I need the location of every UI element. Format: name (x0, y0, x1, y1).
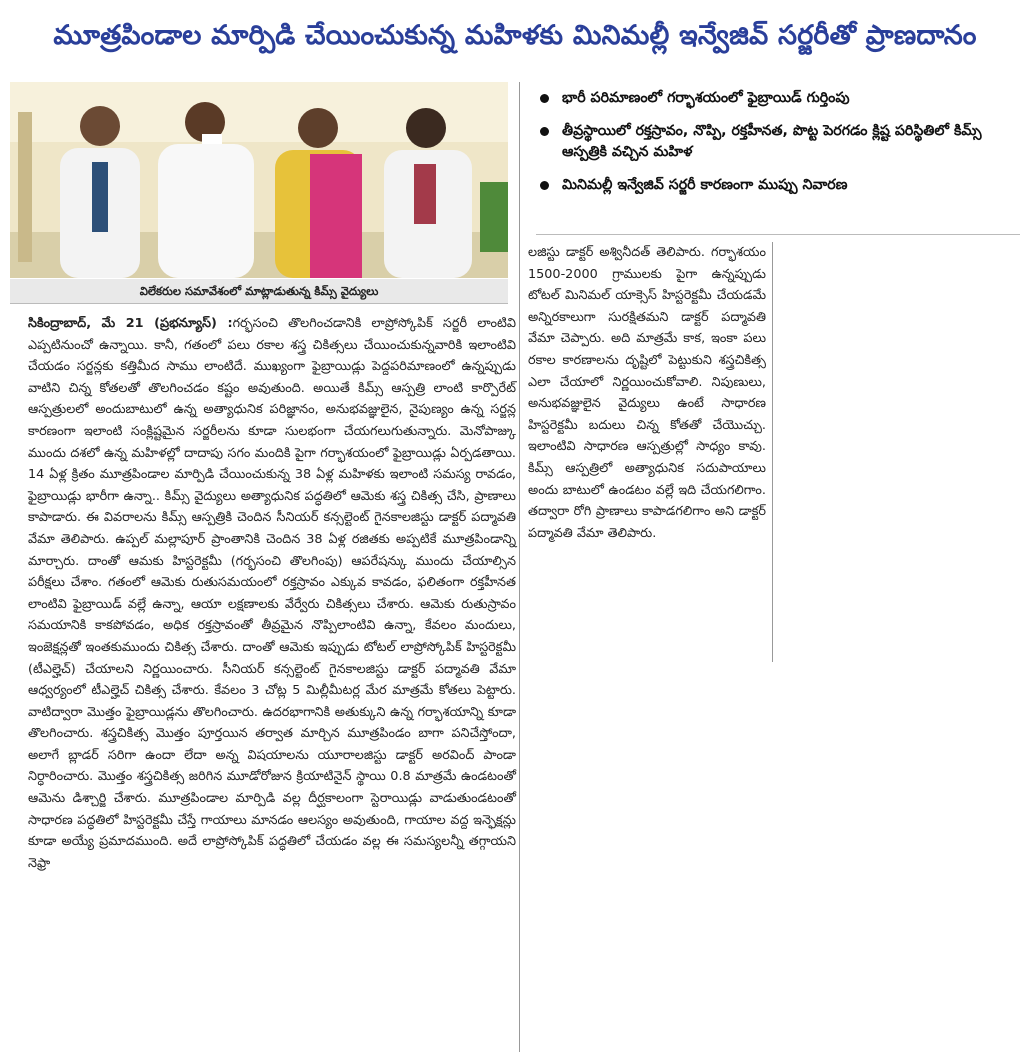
highlights-list (536, 88, 1020, 208)
highlight-text: భారీ పరిమాణంలో గర్భాశయంలో ఫైబ్రాయిడ్ గుర్తింపు (562, 90, 850, 106)
article-paragraph (28, 313, 516, 874)
headline (8, 8, 1022, 70)
highlight-item (536, 88, 1020, 109)
continuation-divider (772, 242, 773, 662)
highlights-divider (536, 234, 1020, 235)
press-photo (10, 82, 508, 278)
bullet-icon (540, 94, 549, 103)
highlight-text: మినిమల్లీ ఇన్వేజివ్ సర్జరీ కారణంగా ముప్పు నివారణ (562, 177, 848, 193)
photo-caption: విలేకరుల సమావేశంలో మాట్లాడుతున్న కిమ్స్ వైద్యులు (10, 279, 508, 304)
article-continued-text: లజిస్టు డాక్టర్ అశ్వినీదత్ తెలిపారు. గర్భాశయం 1500-2000 గ్రాములకు పైగా ఉన్నప్పుడు టోటల్ మినిమల్ యాక్సెస్ హిస్టరెక్టమీ చేయడమే అన్నిరకాలుగా సురక్షితమని డాక్టర్ పద్మావతి వేమా చెప్పారు. అది మాత్రమే కాక, ఇంకా పలు రకాల కారణాలను దృష్టిలో పెట్టుకుని శస్త్రచికిత్స ఎలా చేయాలో నిర్ణయించుకోవాలి. నిపుణులు, అనుభవజ్ఞులైన వైద్యులు ఉంటే సాధారణ హిస్టరెక్టమీ బదులు చిన్న కోతతో చేయొచ్చు. ఇలాంటివి సాధారణ ఆస్పత్రుల్లో సాధ్యం కావు. కిమ్స్ ఆస్పత్రిలో అత్యాధునిక సదుపాయాలు అందు బాటులో ఉండటం వల్లే ఇది చేయగలిగాం. తద్వారా రోగి ప్రాణాలు కాపాడగలిగాం అని డాక్టర్ పద్మావతి వేమా తెలిపారు. (528, 245, 766, 541)
bullet-icon (540, 127, 549, 136)
article-dateline: సికింద్రాబాద్, మే 21 (ప్రభన్యూస్) : (28, 316, 233, 331)
highlight-text: తీవ్రస్థాయిలో రక్తస్రావం, నొప్పి, రక్తహీనత, పొట్ట పెరగడం క్లిష్ట పరిస్థితిలో కిమ్స్ ఆస్పత్రికి వచ్చిన మహిళ (562, 123, 982, 160)
highlight-item (536, 121, 1020, 163)
headline-text: మూత్రపిండాల మార్పిడి చేయించుకున్న మహిళకు మినిమల్లీ ఇన్వేజివ్ సర్జరీతో ప్రాణదానం (53, 20, 977, 51)
column-divider (519, 82, 520, 1052)
bullet-icon (540, 181, 549, 190)
article-continuation (528, 242, 766, 544)
doctors-photo-illustration (10, 82, 508, 278)
highlight-item (536, 175, 1020, 196)
article-text: గర్భసంచి తొలగించడానికి లాప్రోస్కోపిక్ సర్జరీ లాంటివి ఎప్పటినుంచో ఉన్నాయి. కానీ, గతంలో పలు రకాల శస్త్ర చికిత్సలు చేయించుకున్నవారికి ఇలాంటివి చేయడం సర్జన్లకు కత్తిమీద సాము లాంటిదే. ముఖ్యంగా ఫైబ్రాయిడ్లు పెద్దపరిమాణంలో ఉన్నప్పుడు వాటిని చిన్న కోతలతో తొలగించడం కష్టం అవుతుంది. అయితే కిమ్స్ ఆస్పత్రి లాంటి కార్పొరేట్ ఆస్పత్రులలో అందుబాటులో ఉన్న అత్యాధునిక పరిజ్ఞానం, అనుభవజ్ఞులైన, నైపుణ్యం ఉన్న సర్జన్ల కారణంగా ఇలాంటి సంక్లిష్టమైన సర్జరీలను కూడా సులభంగా చేయగలుగుతున్నారు. మెనోపాజ్కు ముందు దశలో ఉన్న మహిళల్లో దాదాపు సగం మందికి పైగా గర్భాశయంలో ఫైబ్రాయిడ్లు ఏర్పడతాయి. 14 ఏళ్ల క్రితం మూత్రపిండాల మార్పిడి చేయించుకున్న 38 ఏళ్ల మహిళకు ఇలాంటి సమస్య రావడం, ఫైబ్రాయిడ్లు భారీగా ఉన్నా.. కిమ్స్ వైద్యులు అత్యాధునిక పద్ధతిలో ఆమెకు శస్త్ర చికిత్స చేసి, ప్రాణాలు కాపాడారు. ఈ వివరాలను కిమ్స్ ఆస్పత్రికి చెందిన సీనియర్ కన్సల్టెంట్ గైనకాలజిస్టు డాక్టర్ పద్మావతి వేమా తెలిపారు. ఉప్పల్ మల్లాపూర్ ప్రాంతానికి చెందిన 38 ఏళ్ల రజితకు అప్పటికే మూత్రపిండాన్ని మార్చారు. దాంతో ఆమకు హిస్టరెక్టమీ (గర్భసంచి తొలగింపు) ఆపరేషన్కు ముందు చేయాల్సిన పరీక్షలు చేశాం. గతంలో ఆమెకు రుతుసమయంలో రక్తస్రావం ఎక్కువ కావడం, ఫలితంగా రక్తహీనత లాంటివి ఫైబ్రాయిడ్ వల్లే ఉన్నా, ఆయా లక్షణాలకు వేర్వేరు చికిత్సలు చేశారు. ఆమెకు రుతుస్రావం సమయానికి కాకపోవడం, అధిక రక్తస్రావంతో తీవ్రమైన నొప్పిలాంటివి ఉన్నా, కేవలం మందులు, ఇంజెక్షన్లతో ఇంతకుముందు చికిత్స చేశారు. దాంతో ఆమెకు ఇప్పుడు టోటల్ లాప్రోస్కోపిక్ హిస్టరెక్టమీ (టీఎల్హెచ్) చేయాలని నిర్ణయించారు. సీనియర్ కన్సల్టెంట్ గైనకాలజిస్టు డాక్టర్ పద్మావతి వేమా ఆధ్వర్యంలో టీఎల్హెచ్ చికిత్స చేశారు. కేవలం 3 చోట్ల 5 మిల్లీమీటర్ల మేర మాత్రమే కోతలు పెట్టారు. వాటిద్వారా మొత్తం ఫైబ్రాయిడ్లను తొలగించారు. ఉదరభాగానికి అతుక్కుని ఉన్న గర్భాశయాన్ని కూడా తొలగించారు. శస్త్రచికిత్స మొత్తం పూర్తయిన తర్వాత మార్చిన మూత్రపిండం బాగా పనిచేస్తోందా, అలాగే బ్లాడర్ సరిగా ఉందా లేదా అన్న విషయాలను యూరాలజిస్టు డాక్టర్ అరవింద్ పాండా నిర్ధారించారు. మొత్తం శస్త్రచికిత్స జరిగిన మూడోరోజున క్రియాటినైన్ స్థాయి 0.8 మాత్రమే ఉండటంతో ఆమెను డిశ్చార్జి చేశారు. మూత్రపిండాల మార్పిడి వల్ల దీర్ఘకాలంగా స్టెరాయిడ్లు వాడుతుండటంతో సాధారణ పద్ధతిలో హిస్టరెక్టమీ చేస్తే గాయాలు మానడం ఆలస్యం అవుతుంది, గాయాల వద్ద ఇన్ఫెక్షన్లు కూడా అయ్యే ప్రమాదముంది. అదే లాప్రోస్కోపిక్ పద్ధతిలో చేయడం వల్ల ఈ సమస్యలన్నీ తగ్గాయని నెఫ్రా (28, 316, 516, 871)
article-body (28, 313, 516, 874)
